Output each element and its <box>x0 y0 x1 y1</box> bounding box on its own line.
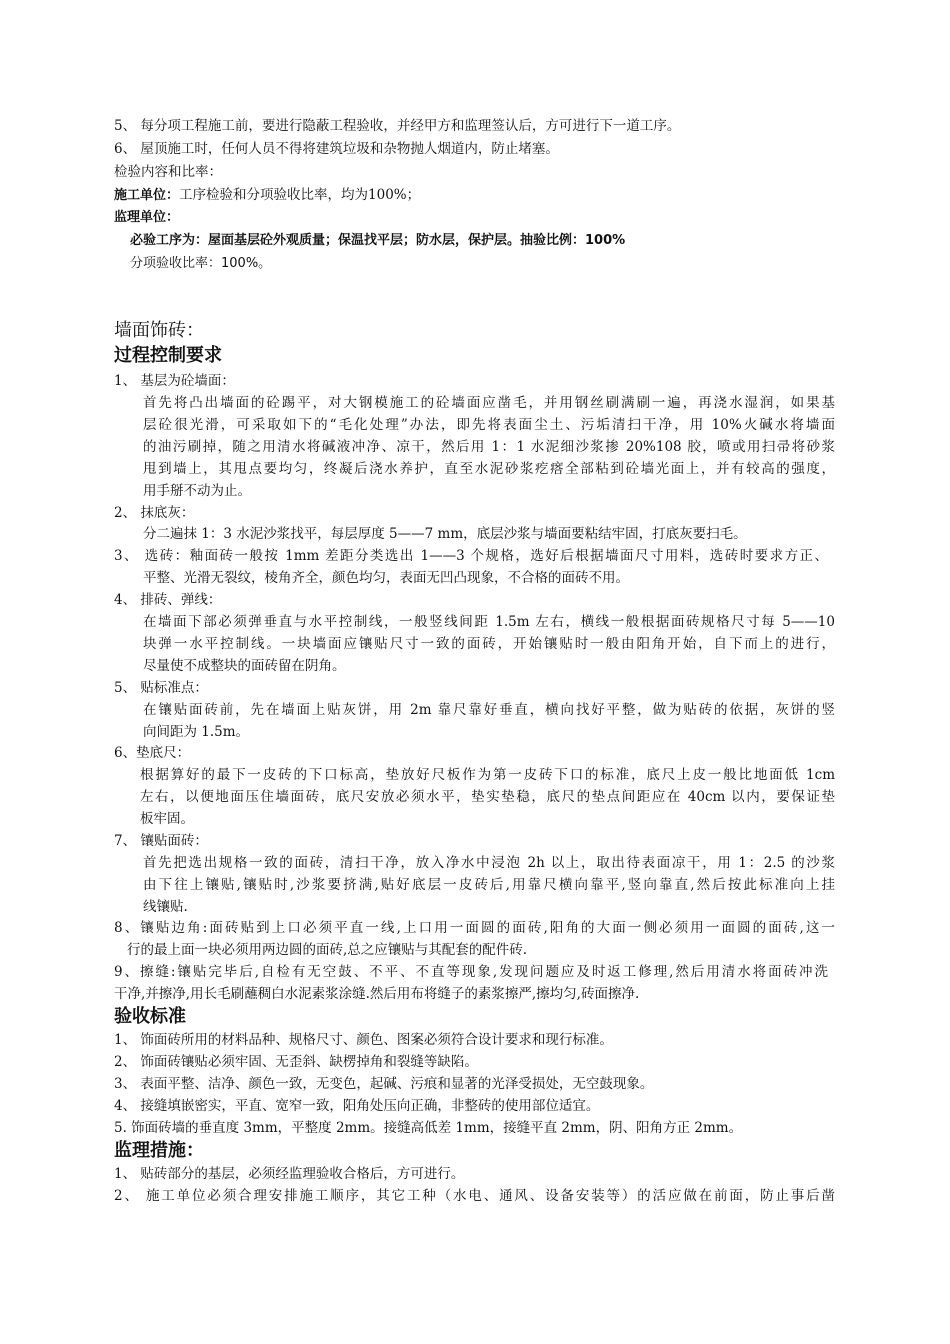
measures-heading: 监理措施： <box>114 1140 204 1161</box>
step-7-title: 7、 镶贴面砖： <box>114 833 208 849</box>
step-1-title: 1、 基层为砼墙面： <box>114 373 235 389</box>
step-1-line-1: 首先将凸出墙面的砼踢平，对大钢模施工的砼墙面应凿毛，并用钢丝刷满刷一遍，再浇水湿润，如果基 <box>143 395 835 411</box>
step-4-line-1: 在墙面下部必须弹垂直与水平控制线，一般竖线间距 1.5m 左右，横线一般根据面砖规格尺寸每 5——10 <box>143 614 835 630</box>
step-4-line-3: 尽量使不成整块的面砖留在阴角。 <box>143 658 346 674</box>
acceptance-item-2: 2、 饰面砖镶贴必须牢固、无歪斜、缺楞掉角和裂缝等缺陷。 <box>114 1054 478 1070</box>
inspect-label: 检验内容和比率： <box>114 164 222 180</box>
step-6-line-2: 左右，以便地面压住墙面砖，底尺安放必须水平，垫实垫稳，底尺的垫点间距应在 40cm 以内，要保证垫 <box>140 789 835 805</box>
step-1-line-3: 的油污刷掉，随之用清水将碱液冲净、凉干，然后用 1：1 水泥细沙浆掺 20%108 胶，喷或用扫帚将砂浆 <box>143 439 835 455</box>
step-7-line-3: 线镶贴. <box>143 899 188 915</box>
step-2-line-1: 分二遍抹 1：3 水泥沙浆找平，每层厚度 5——7 mm，底层沙浆与墙面要粘结牢固，打底灰要扫毛。 <box>143 526 747 542</box>
contractor-line <box>114 185 420 206</box>
step-7-line-2: 由下往上镶贴,镶贴时,沙浆要挤满,贴好底层一皮砖后,用靠尺横向靠平,竖向靠直,然后按此标准向上挂 <box>143 877 835 893</box>
step-8-line-2: 行的最上面一块必须用两边圆的面砖,总之应镶贴与其配套的配件砖. <box>127 942 528 958</box>
step-5-line-2: 向间距为 1.5m。 <box>143 724 250 740</box>
step-6-title: 6、垫底尺： <box>114 745 191 761</box>
step-4-title: 4、 排砖、弹线： <box>114 592 222 608</box>
acceptance-item-5: 5. 饰面砖墙的垂直度 3mm，平整度 2mm。接缝高低差 1mm，接缝平直 2mm，阴、阳角方正 2mm。 <box>114 1120 743 1136</box>
step-5-line-1: 在镶贴面砖前，先在墙面上贴灰饼，用 2m 靠尺靠好垂直，横向找好平整，做为贴砖的依据，灰饼的竖 <box>143 702 835 718</box>
step-7-line-1: 首先把选出规格一致的面砖，清扫干净，放入净水中浸泡 2h 以上，取出待表面凉干，用 1：2.5 的沙浆 <box>143 855 835 871</box>
item-6: 6、 屋顶施工时，任何人员不得将建筑垃圾和杂物抛人烟道内，防止堵塞。 <box>114 141 559 157</box>
item-5: 5、 每分项工程施工前，要进行隐蔽工程验收，并经甲方和监理签认后，方可进行下一道工序。 <box>114 118 681 134</box>
step-3-line-2: 平整、光滑无裂纹，棱角齐全，颜色均匀，表面无凹凸现象，不合格的面砖不用。 <box>143 570 629 586</box>
step-3-line-1: 3、 选砖：釉面砖一般按 1mm 差距分类选出 1——3 个规格，选好后根据墙面尺寸用料，选砖时要求方正、 <box>114 548 828 564</box>
step-9-line-2: 干净,并擦净,用长毛刷蘸稠白水泥素浆涂缝.然后用布将缝子的素浆擦严,擦均匀,砖面擦净. <box>114 986 640 1002</box>
measures-item-2: 2、 施工单位必须合理安排施工顺序，其它工种（水电、通风、设备安装等）的活应做在前面，防止事后凿 <box>114 1188 835 1204</box>
contractor-text: 工序检验和分项验收比率，均为100%； <box>179 187 421 203</box>
step-6-line-1: 根据算好的最下一皮砖的下口标高，垫放好尺板作为第一皮砖下口的标准，底尺上皮一般比地面低 1cm <box>140 767 835 783</box>
must-check-line: 必验工序为：屋面基层砼外观质量；保温找平层；防水层，保护层。抽验比例：100% <box>130 233 626 248</box>
process-heading: 过程控制要求 <box>114 345 222 366</box>
measures-item-1: 1、 贴砖部分的基层，必须经监理验收合格后，方可进行。 <box>114 1166 465 1182</box>
step-4-line-2: 块弹一水平控制线。一块墙面应镶贴尺寸一致的面砖，开始镶贴时一般由阳角开始，自下而上的进行， <box>143 636 835 652</box>
step-2-title: 2、 抹底灰： <box>114 505 195 521</box>
wall-title: 墙面饰砖： <box>114 320 204 341</box>
step-9-line-1: 9、擦缝:镶贴完毕后,自检有无空鼓、不平、不直等现象,发现问题应及时返工修理,然后用清水将面砖冲洗 <box>114 964 828 980</box>
step-5-title: 5、 贴标准点： <box>114 680 208 696</box>
step-1-line-2: 层砼很光滑，可采取如下的“毛化处理”办法，即先将表面尘土、污垢清扫干净，用 10%火碱水将墙面 <box>143 417 835 433</box>
supervisor-label: 监理单位： <box>114 210 180 225</box>
acceptance-item-1: 1、 饰面砖所用的材料品种、规格尺寸、颜色、图案必须符合设计要求和现行标准。 <box>114 1032 613 1048</box>
step-1-line-4: 甩到墙上，其甩点要均匀，终凝后浇水养护，直至水泥砂浆疙瘩全部粘到砼墙光面上，并有较高的强度， <box>143 461 835 477</box>
step-6-line-3: 板牢固。 <box>140 811 194 827</box>
step-8-line-1: 8、镶贴边角:面砖贴到上口必须平直一线,上口用一面圆的面砖,阳角的大面一侧必须用一面圆的面砖,这一 <box>114 920 835 936</box>
step-1-line-5: 用手掰不动为止。 <box>143 483 251 499</box>
acceptance-item-4: 4、 接缝填嵌密实，平直、宽窄一致，阳角处压向正确，非整砖的使用部位适宜。 <box>114 1098 600 1114</box>
sub-ratio-line: 分项验收比率：100%。 <box>130 256 272 271</box>
contractor-label: 施工单位： <box>114 188 180 203</box>
acceptance-heading: 验收标准 <box>114 1006 186 1027</box>
acceptance-item-3: 3、 表面平整、洁净、颜色一致，无变色，起碱、污痕和显著的光泽受损处，无空鼓现象。 <box>114 1076 654 1092</box>
